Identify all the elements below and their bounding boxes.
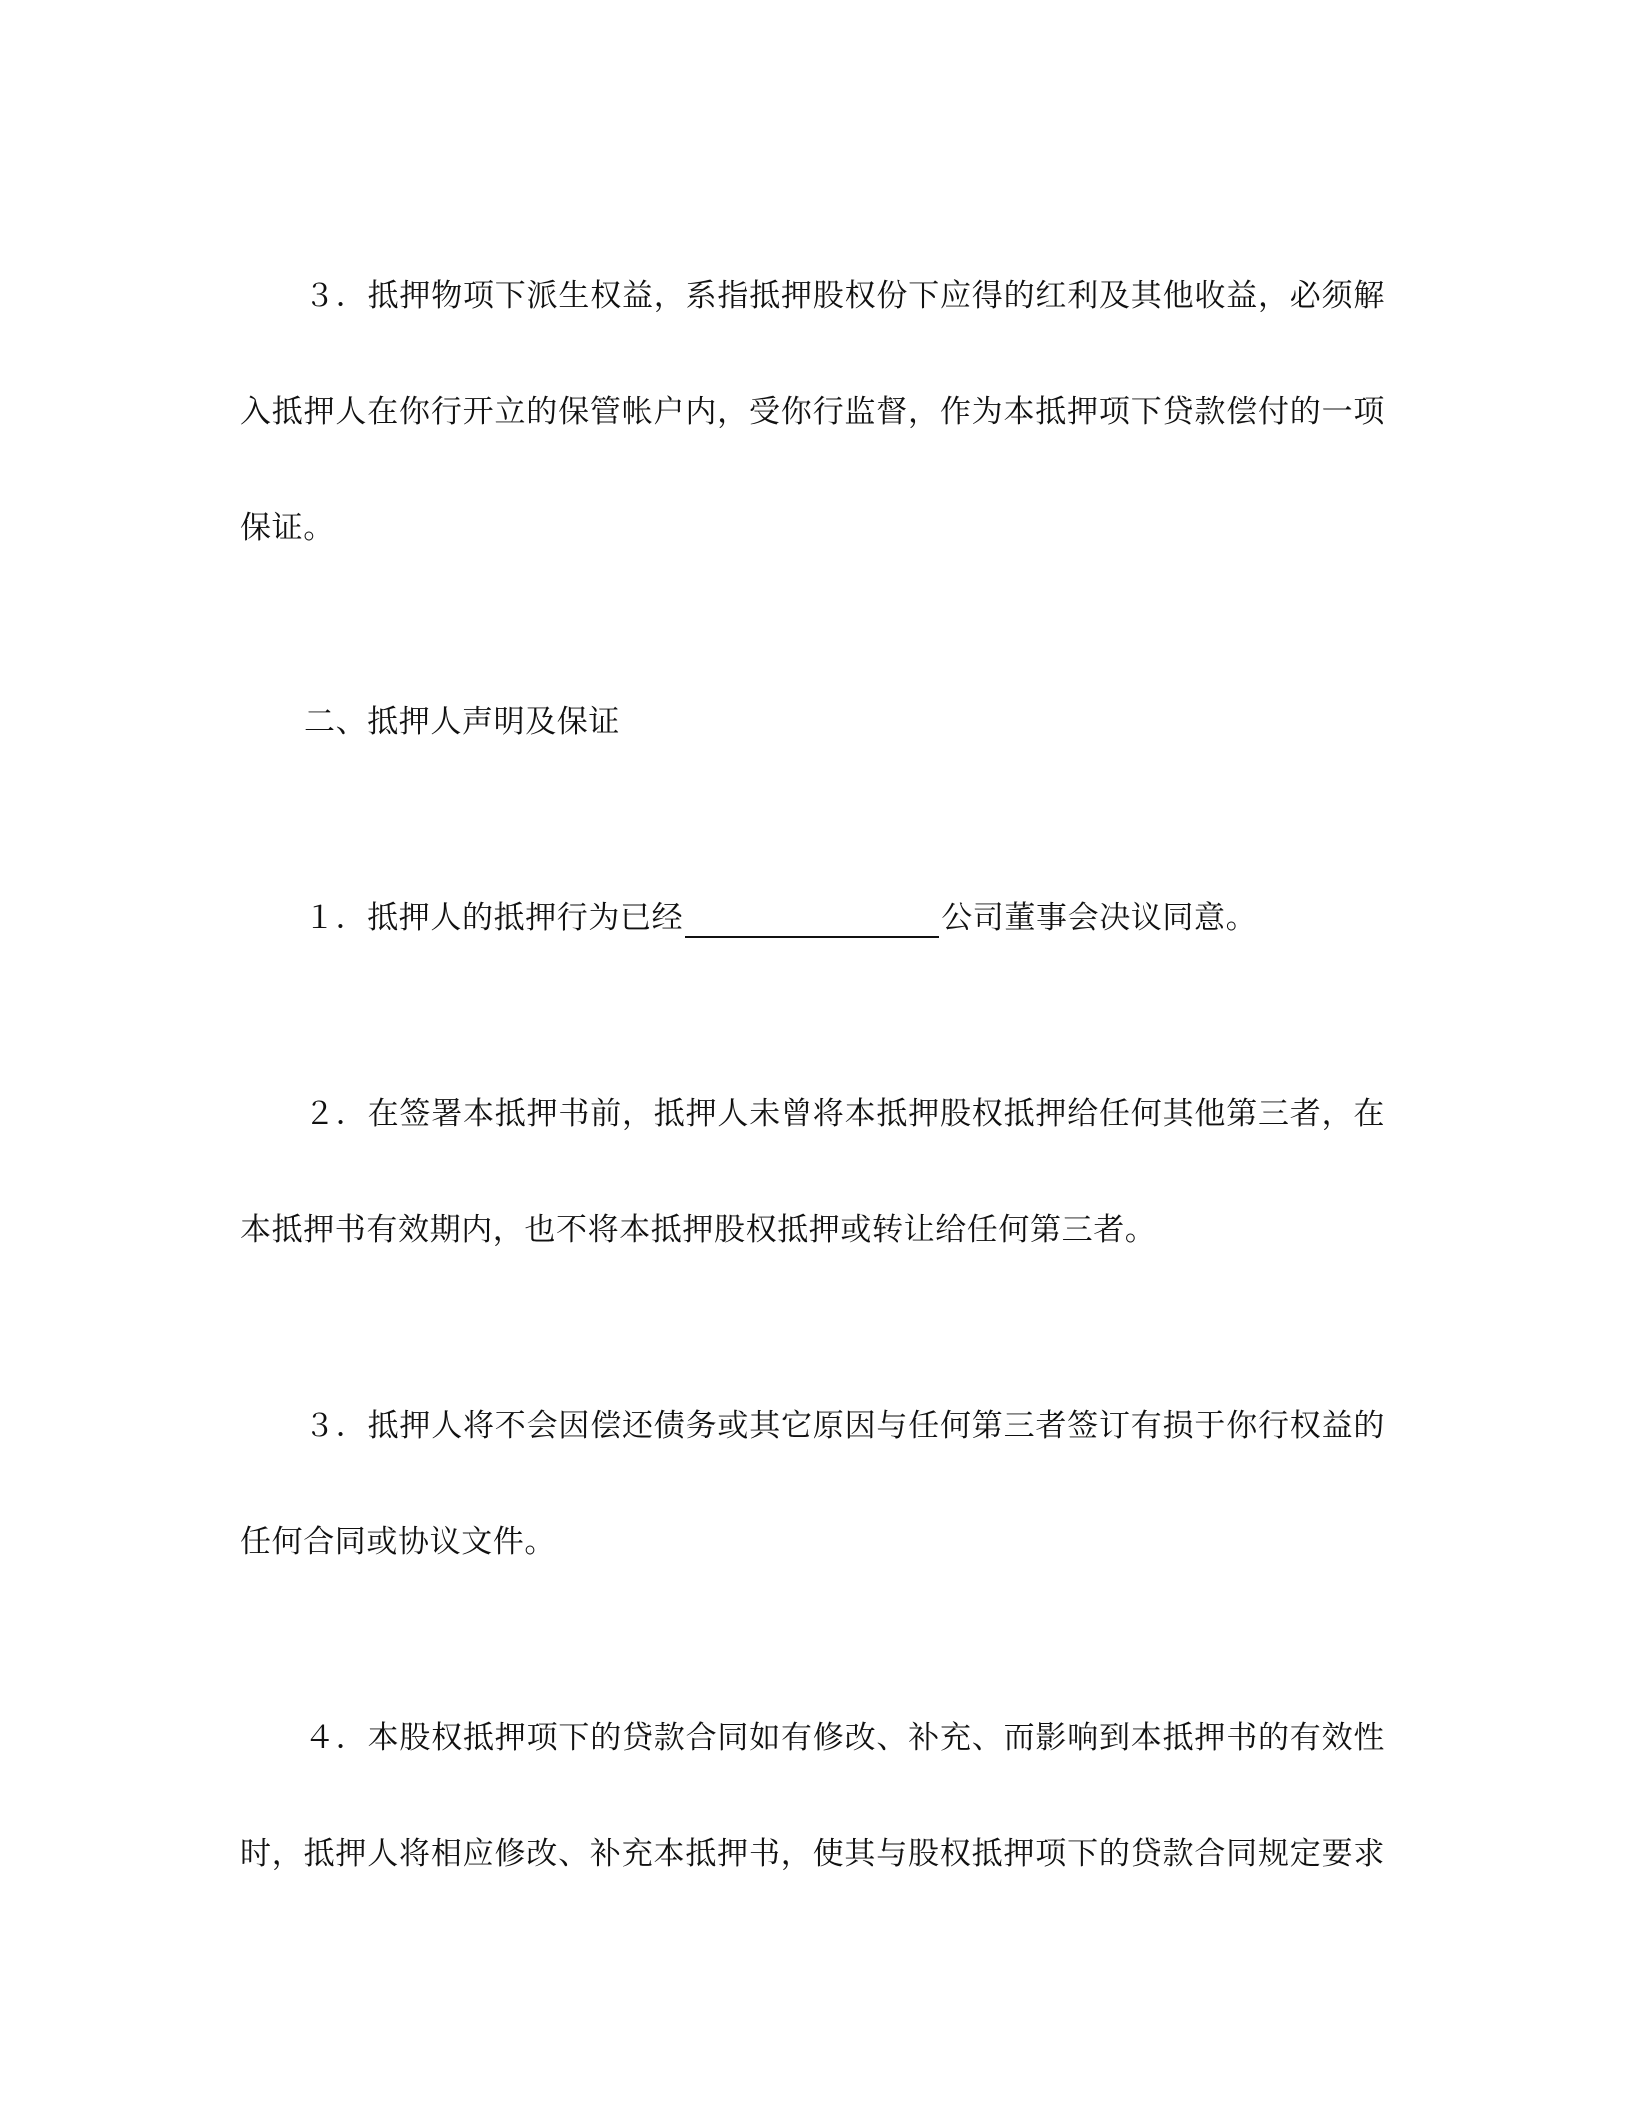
section-2-heading: 二、抵押人声明及保证 — [304, 704, 620, 740]
clause-2-3-line-1: ３．抵押人将不会因偿还债务或其它原因与任何第三者签订有损于你行权益的 — [304, 1408, 1385, 1444]
clause-2-2-line-1: ２．在签署本抵押书前，抵押人未曾将本抵押股权抵押给任何其他第三者，在 — [304, 1096, 1385, 1132]
clause-2-4-line-1: ４．本股权抵押项下的贷款合同如有修改、补充、而影响到本抵押书的有效性 — [304, 1720, 1385, 1756]
clause-2-1-text-before: １．抵押人的抵押行为已经 — [304, 900, 684, 936]
fill-in-blank — [685, 902, 939, 938]
clause-2-4-line-2: 时，抵押人将相应修改、补充本抵押书，使其与股权抵押项下的贷款合同规定要求 — [240, 1836, 1385, 1872]
clause-2-1-text-after: 公司董事会决议同意。 — [941, 900, 1258, 936]
clause-1-3-line-2: 入抵押人在你行开立的保管帐户内，受你行监督，作为本抵押项下贷款偿付的一项 — [240, 394, 1385, 430]
clause-1-3-line-1: ３．抵押物项下派生权益，系指抵押股权份下应得的红利及其他收益，必须解 — [304, 278, 1385, 314]
clause-2-1 — [304, 898, 1385, 938]
clause-1-3-line-3: 保证。 — [240, 510, 335, 546]
clause-2-2-line-2: 本抵押书有效期内，也不将本抵押股权抵押或转让给任何第三者。 — [240, 1212, 1157, 1248]
clause-2-3-line-2: 任何合同或协议文件。 — [240, 1524, 556, 1560]
